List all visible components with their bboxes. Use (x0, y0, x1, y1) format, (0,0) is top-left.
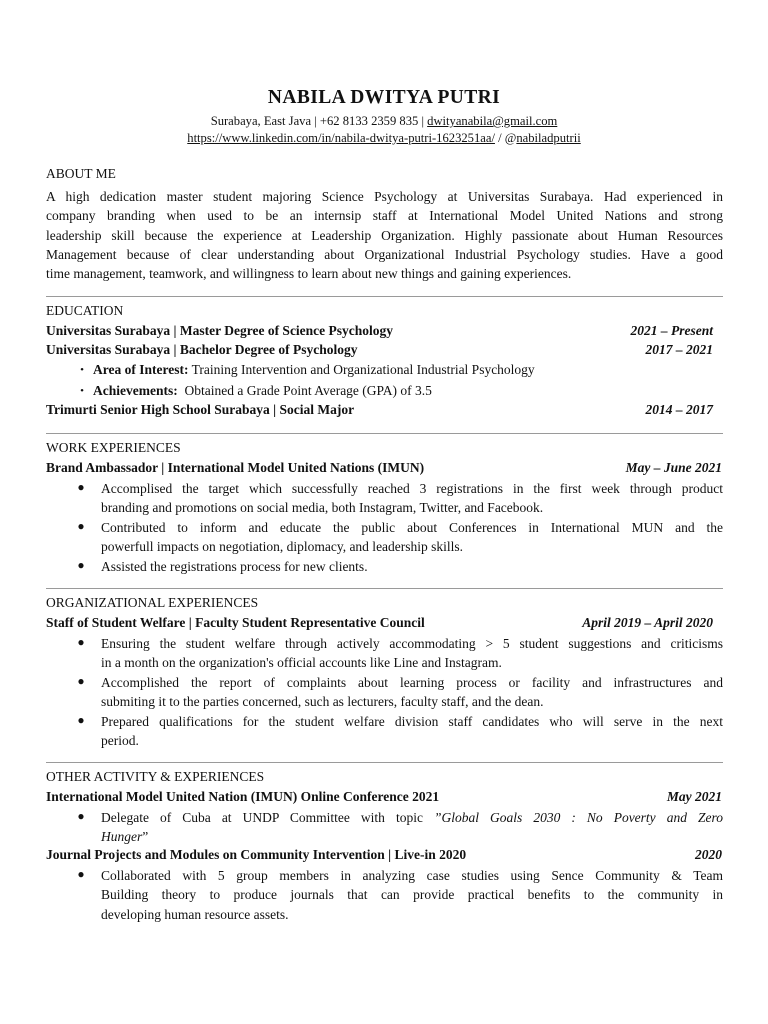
separator: | (311, 114, 320, 128)
about-paragraph (46, 187, 723, 283)
activity-bullet (101, 866, 723, 924)
separator: / @ (494, 131, 517, 145)
bullet-icon: ● (77, 558, 85, 572)
contact-line-2 (0, 131, 768, 146)
education-date: 2017 – 2021 (645, 342, 713, 357)
bullet-icon: ● (77, 809, 85, 823)
bullet-line (101, 827, 723, 846)
activity-bullet (101, 808, 723, 847)
about-line: leadership skill because the experience at Leadership Organization. Highly passionate about Human Resources (46, 227, 723, 243)
email-link[interactable]: dwityanabila@gmail.com (427, 114, 558, 128)
bullet-icon: ● (77, 519, 85, 533)
education-heading: Trimurti Senior High School Surabaya | Social Major (46, 402, 355, 417)
work-bullet (101, 518, 723, 557)
detail-text: Obtained a Grade Point Average (GPA) of 3.5 (177, 383, 432, 398)
work-bullet (101, 479, 723, 518)
quote-mark: ” (142, 829, 149, 845)
work-date: May – June 2021 (625, 460, 722, 475)
education-detail (93, 362, 535, 378)
separator: | (418, 114, 428, 128)
bullet-line: in a month on the organization's official accounts like Line and Instagram. (101, 655, 502, 671)
education-date: 2021 – Present (630, 323, 713, 338)
contact-line-1 (0, 114, 768, 129)
education-detail (93, 383, 432, 399)
activity-date: May 2021 (666, 789, 722, 804)
section-title-other: OTHER ACTIVITY & EXPERIENCES (46, 769, 265, 784)
org-heading: Staff of Student Welfare | Faculty Student Representative Council (46, 615, 425, 630)
bullet-icon: ● (77, 674, 85, 688)
instagram-link[interactable]: nabiladputrii (516, 131, 581, 145)
section-divider (46, 296, 723, 297)
work-bullet (101, 557, 723, 576)
about-line: Management because of clear understanding about Organizational Industrial Psychology studies. Have a good (46, 246, 723, 262)
section-title-about: ABOUT ME (46, 166, 116, 181)
section-divider (46, 588, 723, 589)
education-date: 2014 – 2017 (645, 402, 713, 417)
bullet-line: Collaborated with 5 group members in analyzing case studies using Sence Community & Team (101, 868, 723, 883)
bullet-line: submiting it to the parties concerned, such as lecturers, faculty staff, and the dean. (101, 694, 544, 710)
education-heading: Universitas Surabaya | Bachelor Degree of Psychology (46, 342, 358, 357)
section-divider (46, 762, 723, 763)
about-line: A high dedication master student majoring Science Psychology at Universitas Surabaya. Had experienced in (46, 189, 723, 204)
activity-heading: Journal Projects and Modules on Community Intervention | Live-in 2020 (46, 847, 467, 862)
org-date: April 2019 – April 2020 (582, 615, 713, 630)
education-heading: Universitas Surabaya | Master Degree of Science Psychology (46, 323, 394, 338)
linkedin-link[interactable]: https://www.linkedin.com/in/nabila-dwitya-putri-1623251aa/ (187, 131, 495, 145)
work-heading: Brand Ambassador | International Model United Nations (IMUN) (46, 460, 425, 475)
bullet-line: Accomplised the target which successfully reached 3 registrations in the first week through product (101, 481, 723, 496)
bullet-line: Building theory to produce journals that can provide practical benefits to the community in (101, 887, 723, 903)
section-title-organizational: ORGANIZATIONAL EXPERIENCES (46, 595, 259, 610)
about-line: company branding when used to be an internsip staff at International Model United Nations and strong (46, 208, 723, 224)
topic-quote: Hunger (101, 829, 143, 845)
section-divider (46, 433, 723, 434)
bullet-line: period. (101, 733, 139, 749)
activity-date: 2020 (695, 847, 722, 862)
detail-label: Achievements: (93, 383, 178, 398)
bullet-line: Ensuring the student welfare through actively accommodating > 5 student suggestions and criticisms (101, 636, 723, 651)
activity-heading: International Model United Nation (IMUN) Online Conference 2021 (46, 789, 440, 804)
bullet-line: Prepared qualifications for the student welfare division staff candidates who will serve in the next (101, 714, 723, 729)
detail-label: Area of Interest: (93, 362, 189, 377)
candidate-name: NABILA DWITYA PUTRI (267, 87, 501, 108)
bullet-line: powerfull impacts on negotiation, diplomacy, and leadership skills. (101, 539, 464, 555)
bullet-icon: ● (77, 635, 85, 649)
bullet-line: Contributed to inform and educate the public about Conferences in International MUN and the (101, 520, 723, 535)
org-bullet (101, 634, 723, 673)
org-bullet (101, 673, 723, 712)
bullet-icon: • (80, 364, 84, 376)
bullet-icon: ● (77, 480, 85, 494)
bullet-line: developing human resource assets. (101, 906, 289, 922)
topic-quote: ”Global Goals 2030 : No Poverty and Zero (434, 810, 723, 825)
about-line: time management, teamwork, and willingness to learn about new things and gaining experiences. (46, 266, 572, 282)
bullet-icon: ● (77, 867, 85, 881)
bullet-icon: • (80, 385, 84, 397)
bullet-text: Delegate of Cuba at UNDP Committee with topic (101, 810, 434, 825)
bullet-line: Assisted the registrations process for new clients. (101, 559, 368, 574)
phone-number: +62 8133 2359 835 (319, 114, 419, 128)
bullet-line: Accomplished the report of complaints about learning process or facility and infrastructures and (101, 675, 723, 690)
bullet-line: branding and promotions on social media, both Instagram, Twitter, and Facebook. (101, 500, 544, 516)
bullet-line (101, 808, 723, 827)
org-bullet (101, 712, 723, 751)
location: Surabaya, East Java (210, 114, 312, 128)
detail-text: Training Intervention and Organizational Industrial Psychology (188, 362, 535, 377)
section-title-work: WORK EXPERIENCES (46, 440, 181, 455)
section-title-education: EDUCATION (46, 303, 124, 318)
bullet-icon: ● (77, 713, 85, 727)
